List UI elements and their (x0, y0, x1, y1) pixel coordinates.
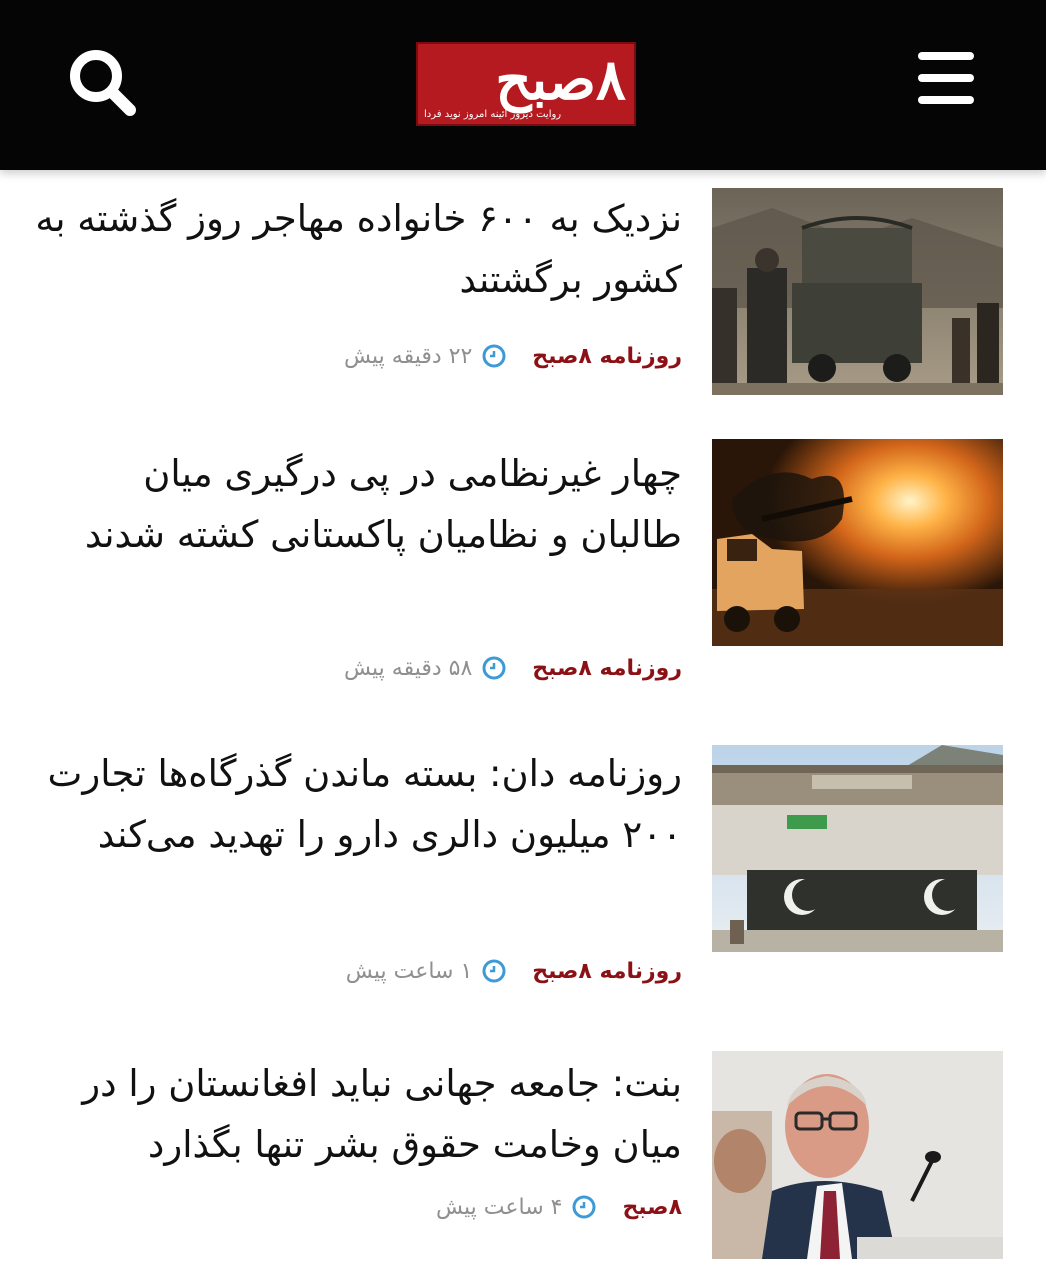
speaker-at-podium-photo (712, 1051, 1003, 1259)
article-meta (344, 648, 682, 688)
article-card[interactable] (0, 170, 1046, 420)
article-thumbnail[interactable] (712, 439, 1003, 646)
hamburger-menu-icon (918, 52, 974, 60)
article-time: ۵۸ دقیقه پیش (343, 655, 473, 681)
article-meta (344, 336, 682, 376)
article-author[interactable]: روزنامه ۸صبح (532, 343, 682, 369)
article-card[interactable] (0, 1051, 1046, 1280)
menu-button[interactable] (914, 50, 978, 106)
clock-icon (572, 1195, 596, 1219)
article-title[interactable]: بنت: جامعه جهانی نباید افغانستان را در میان وخامت حقوق بشر تنها بگذارد (82, 1062, 682, 1166)
clock-icon (482, 959, 506, 983)
article-card[interactable] (0, 745, 1046, 1035)
search-icon (64, 44, 140, 120)
logo-tagline: روایت دیروز آئینه امروز نوید فردا (424, 109, 562, 120)
article-thumbnail[interactable] (712, 188, 1003, 395)
app-header (0, 0, 1046, 170)
article-meta (436, 1187, 682, 1227)
clock-icon (482, 656, 506, 680)
article-thumbnail[interactable] (712, 745, 1003, 952)
article-author[interactable]: روزنامه ۸صبح (532, 655, 682, 681)
logo-wordmark: ۸صبح (495, 47, 626, 113)
article-title[interactable]: چهار غیرنظامی در پی درگیری میان طالبان و نظامیان پاکستانی کشته شدند (84, 452, 682, 556)
clock-icon (482, 344, 506, 368)
border-crossing-gate-photo (712, 745, 1003, 952)
returning-migrants-truck-photo (712, 188, 1003, 395)
article-time: ۲۲ دقیقه پیش (343, 343, 473, 369)
article-title[interactable]: روزنامه دان: بسته ماندن گذرگاه‌ها تجارت ۲۰۰ میلیون دالری دارو را تهدید می‌کند (47, 752, 682, 856)
hamburger-menu-icon-bar (918, 96, 974, 104)
article-author[interactable]: ۸صبح (622, 1194, 682, 1220)
search-button[interactable] (64, 44, 140, 120)
night-gunfire-pickup-photo (712, 439, 1003, 646)
article-meta (346, 951, 682, 991)
site-logo[interactable] (416, 42, 636, 126)
article-author[interactable]: روزنامه ۸صبح (532, 958, 682, 984)
article-time: ۱ ساعت پیش (345, 958, 473, 984)
article-time: ۴ ساعت پیش (435, 1194, 563, 1220)
article-card[interactable] (0, 439, 1046, 729)
article-title[interactable]: نزدیک به ۶۰۰ خانواده مهاجر روز گذشته به کشور برگشتند (35, 197, 682, 301)
hamburger-menu-icon-bar (918, 74, 974, 82)
article-thumbnail[interactable] (712, 1051, 1003, 1259)
